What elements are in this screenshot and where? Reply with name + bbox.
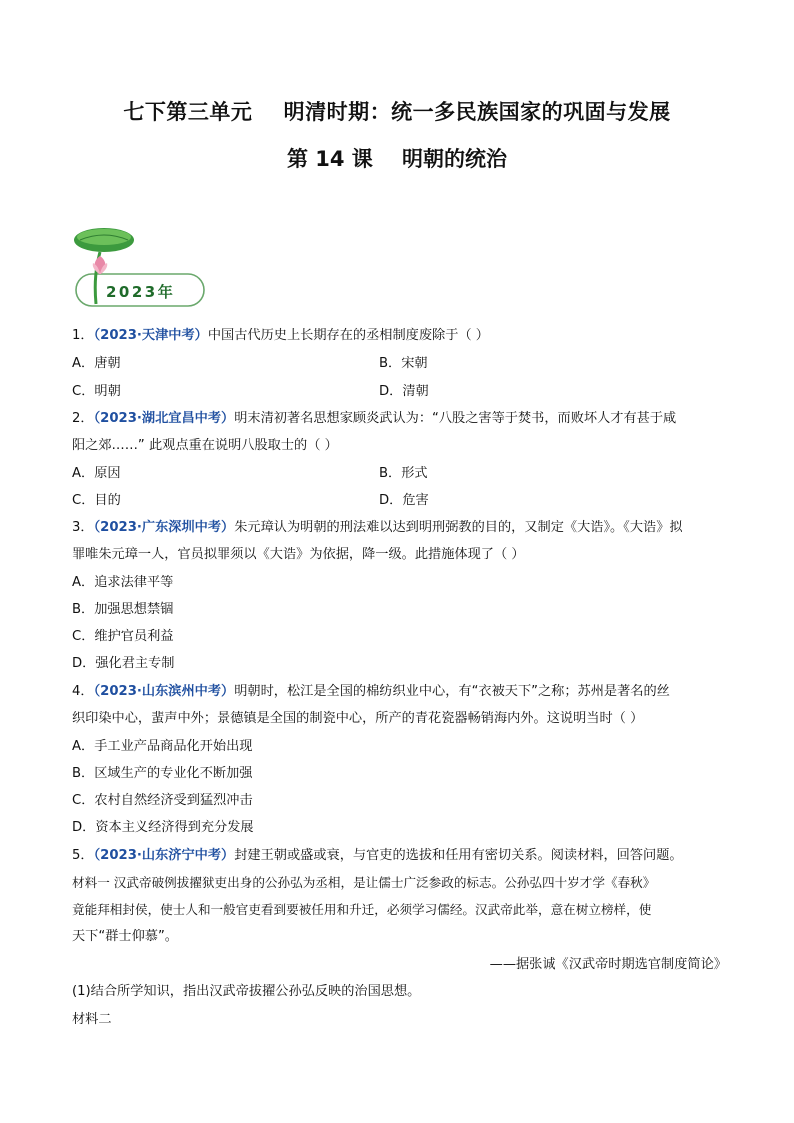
q3-option-d: D．强化君主专制 xyxy=(72,656,175,671)
q3-stem-1: 朱元璋认为明朝的刑法难以达到明刑弼教的目的，又制定《大诰》。《大诰》拟 xyxy=(234,520,683,535)
q2-stem-1: 明末清初著名思想家顾炎武认为：“八股之害等于焚书，而败坏人才有甚于咸 xyxy=(234,411,677,426)
lesson-title: 第 14 课 明朝的统治 xyxy=(286,147,508,171)
q1-option-c: C．明朝 xyxy=(72,384,121,399)
q4-option-b: B．区域生产的专业化不断加强 xyxy=(72,766,253,781)
q4-option-d: D．资本主义经济得到充分发展 xyxy=(72,820,254,835)
page-title: 七下第三单元 明清时期：统一多民族国家的巩固与发展 xyxy=(123,100,671,124)
q5-material2-label: 材料二 xyxy=(72,1012,112,1027)
q1-source: （2023·天津中考） xyxy=(93,328,208,343)
q2-option-c: C．目的 xyxy=(72,493,121,508)
q3-option-b: B．加强思想禁锢 xyxy=(72,602,174,617)
q5-citation: ——据张诚《汉武帝时期选官制度简论》 xyxy=(489,957,727,972)
q2-stem-line xyxy=(72,409,676,429)
q5-stem: 封建王朝或盛或衰，与官吏的选拔和任用有密切关系。阅读材料，回答问题。 xyxy=(234,848,683,863)
q2-option-a: A．原因 xyxy=(72,466,121,481)
q5-stem-line xyxy=(72,846,683,866)
q1-option-d: D．清朝 xyxy=(379,384,429,399)
q4-stem-1: 明朝时，松江是全国的棉纺织业中心，有“衣被天下”之称；苏州是著名的丝 xyxy=(234,684,670,699)
q4-option-a: A．手工业产品商品化开始出现 xyxy=(72,739,253,754)
q5-material1-line3: 天下“群士仰慕”。 xyxy=(72,929,178,944)
q5-material1-line2: 竟能拜相封侯，使士人和一般官吏看到要被任用和升迁，必须学习儒经。汉武帝此举，意在树立榜样，使 xyxy=(72,902,652,917)
year-badge xyxy=(70,222,215,308)
q3-option-c: C．维护官员利益 xyxy=(72,629,174,644)
q2-option-d: D．危害 xyxy=(379,493,429,508)
q5-source: （2023·山东济宁中考） xyxy=(93,848,235,863)
q5-number: 5． xyxy=(72,848,94,863)
q3-stem-line xyxy=(72,518,683,538)
q2-option-b: B．形式 xyxy=(379,466,428,481)
year-label: 2023年 xyxy=(106,283,176,301)
q4-number: 4． xyxy=(72,684,94,699)
q5-subquestion-1: (1)结合所学知识，指出汉武帝拔擢公孙弘反映的治国思想。 xyxy=(72,984,421,999)
q4-source: （2023·山东滨州中考） xyxy=(93,684,235,699)
q3-source: （2023·广东深圳中考） xyxy=(93,520,235,535)
q3-stem-2: 罪唯朱元璋一人，官员拟罪须以《大诰》为依据，降一级。此措施体现了（ ） xyxy=(72,547,525,562)
q2-stem-2: 阳之郊……” 此观点重在说明八股取士的（ ） xyxy=(72,438,338,453)
q2-number: 2． xyxy=(72,411,94,426)
q4-stem-2: 织印染中心，蜚声中外；景德镇是全国的制瓷中心，所产的青花瓷器畅销海内外。这说明当时（ ） xyxy=(72,711,644,726)
q1-stem-line xyxy=(72,326,489,346)
q1-number: 1． xyxy=(72,328,94,343)
q3-number: 3． xyxy=(72,520,94,535)
q1-option-a: A．唐朝 xyxy=(72,356,121,371)
q5-material1-line1: 材料一 汉武帝破例拔擢狱吏出身的公孙弘为丞相，是让儒士广泛参政的标志。公孙弘四十岁才学《春秋》 xyxy=(72,875,656,890)
q2-source: （2023·湖北宜昌中考） xyxy=(93,411,235,426)
q4-stem-line xyxy=(72,682,670,702)
q1-option-b: B．宋朝 xyxy=(379,356,428,371)
q1-stem: 中国古代历史上长期存在的丞相制度废除于（ ） xyxy=(207,328,489,343)
q4-option-c: C．农村自然经济受到猛烈冲击 xyxy=(72,793,253,808)
q3-option-a: A．追求法律平等 xyxy=(72,575,174,590)
